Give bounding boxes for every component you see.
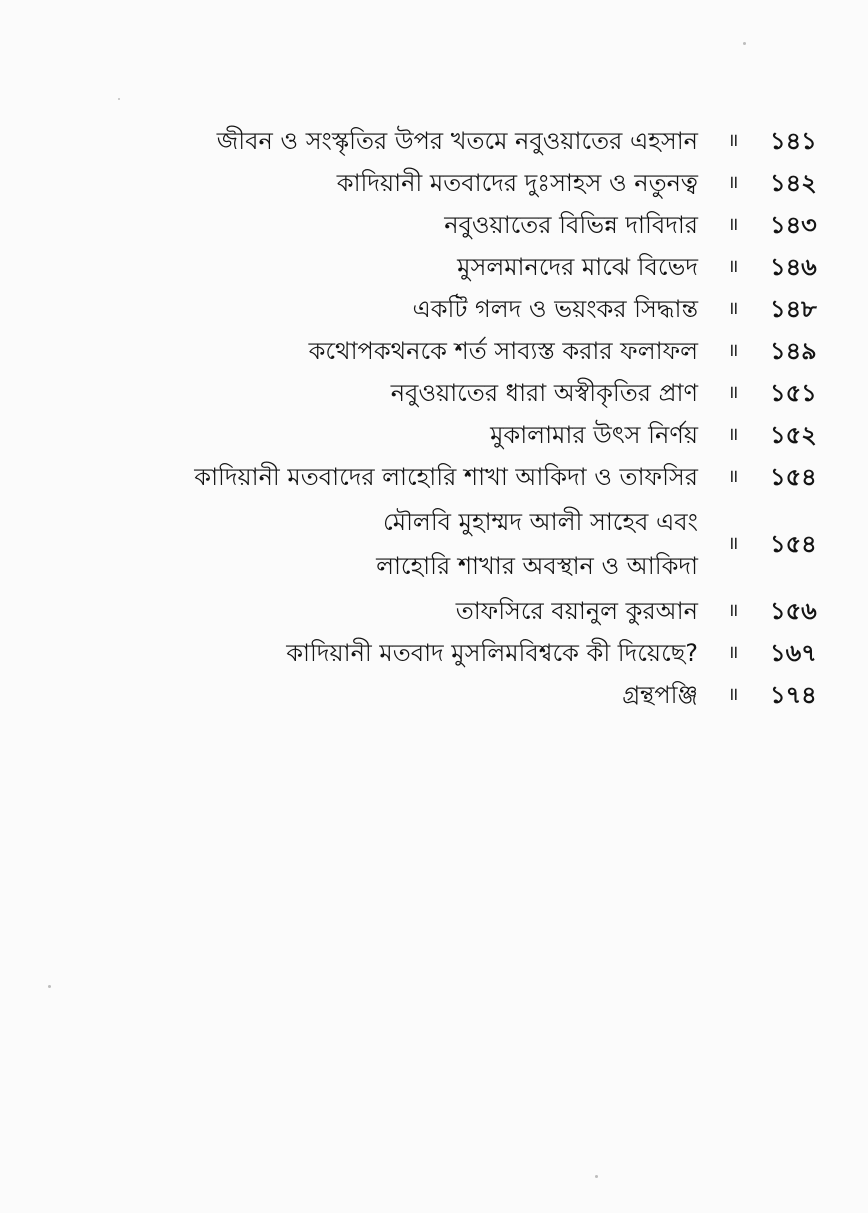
- toc-page-number: ১৪৯: [770, 337, 817, 365]
- toc-page-number: ১৪১: [770, 127, 817, 155]
- toc-entry-title: গ্রন্থপঞ্জি: [622, 681, 698, 709]
- toc-entry: [0, 498, 868, 590]
- toc-page-number: ১৫১: [770, 379, 817, 407]
- toc-entry-title: জীবন ও সংস্কৃতির উপর খতমে নবুওয়াতের এহসান: [216, 127, 698, 155]
- toc-entry-title: কাদিয়ানী মতবাদ মুসলিমবিশ্বকে কী দিয়েছে?: [286, 639, 698, 667]
- paper-speck: [595, 1175, 598, 1178]
- toc-entry: [0, 162, 868, 204]
- toc-entry-title: নবুওয়াতের বিভিন্ন দাবিদার: [444, 211, 698, 239]
- toc-separator: ॥: [727, 533, 739, 554]
- paper-speck: [118, 98, 120, 100]
- toc-page-number: ১৬৭: [770, 639, 817, 667]
- toc-page-number: ১৫৬: [770, 597, 817, 625]
- toc-entry-title: নবুওয়াতের ধারা অস্বীকৃতির প্রাণ: [390, 379, 698, 407]
- toc-entry: [0, 204, 868, 246]
- toc-entry-title: মুসলমানদের মাঝে বিভেদ: [457, 253, 698, 281]
- toc-page-number: ১৪৬: [770, 253, 817, 281]
- toc-page-number: ১৭৪: [770, 681, 817, 709]
- toc-separator: ॥: [727, 424, 739, 445]
- toc-entry-title: কাদিয়ানী মতবাদের লাহোরি শাখা আকিদা ও তাফসির: [194, 463, 698, 491]
- toc-entry-title: [376, 498, 698, 590]
- toc-page-number: ১৪২: [770, 169, 817, 197]
- toc-entry: [0, 674, 868, 716]
- toc-separator: ॥: [727, 684, 739, 705]
- toc-entry-title: একটি গলদ ও ভয়ংকর সিদ্ধান্ত: [412, 295, 698, 323]
- toc-entry-title: কাদিয়ানী মতবাদের দুঃসাহস ও নতুনত্ব: [336, 169, 698, 197]
- toc-separator: ॥: [727, 340, 739, 361]
- toc-entry-title: মুকালামার উৎস নির্ণয়: [490, 421, 698, 449]
- toc-entry: [0, 288, 868, 330]
- paper-speck: [743, 42, 746, 45]
- toc-page-number: ১৫২: [770, 421, 817, 449]
- toc-page-number: ১৫৪: [770, 530, 817, 558]
- paper-speck: [48, 985, 51, 988]
- toc-entry-title-line: মৌলবি মুহাম্মদ আলী সাহেব এবং: [383, 508, 698, 536]
- toc-entry-title: কথোপকথনকে শর্ত সাব্যস্ত করার ফলাফল: [308, 337, 698, 365]
- toc-page-number: ১৪৮: [770, 295, 817, 323]
- toc-separator: ॥: [727, 214, 739, 235]
- toc-entry-title-line: লাহোরি শাখার অবস্থান ও আকিদা: [376, 552, 698, 580]
- toc-separator: ॥: [727, 298, 739, 319]
- toc-separator: ॥: [727, 642, 739, 663]
- toc-entry: [0, 372, 868, 414]
- toc-entry: [0, 330, 868, 372]
- toc-entry: [0, 414, 868, 456]
- toc-separator: ॥: [727, 382, 739, 403]
- toc-separator: ॥: [727, 130, 739, 151]
- toc-page-number: ১৪৩: [770, 211, 817, 239]
- toc-separator: ॥: [727, 172, 739, 193]
- toc-separator: ॥: [727, 256, 739, 277]
- table-of-contents: [0, 120, 868, 716]
- toc-separator: ॥: [727, 600, 739, 621]
- toc-entry: [0, 590, 868, 632]
- toc-entry-title: তাফসিরে বয়ানুল কুরআন: [455, 597, 698, 625]
- toc-entry: [0, 456, 868, 498]
- toc-page-number: ১৫৪: [770, 463, 817, 491]
- toc-separator: ॥: [727, 466, 739, 487]
- toc-entry: [0, 246, 868, 288]
- toc-entry: [0, 632, 868, 674]
- toc-entry: [0, 120, 868, 162]
